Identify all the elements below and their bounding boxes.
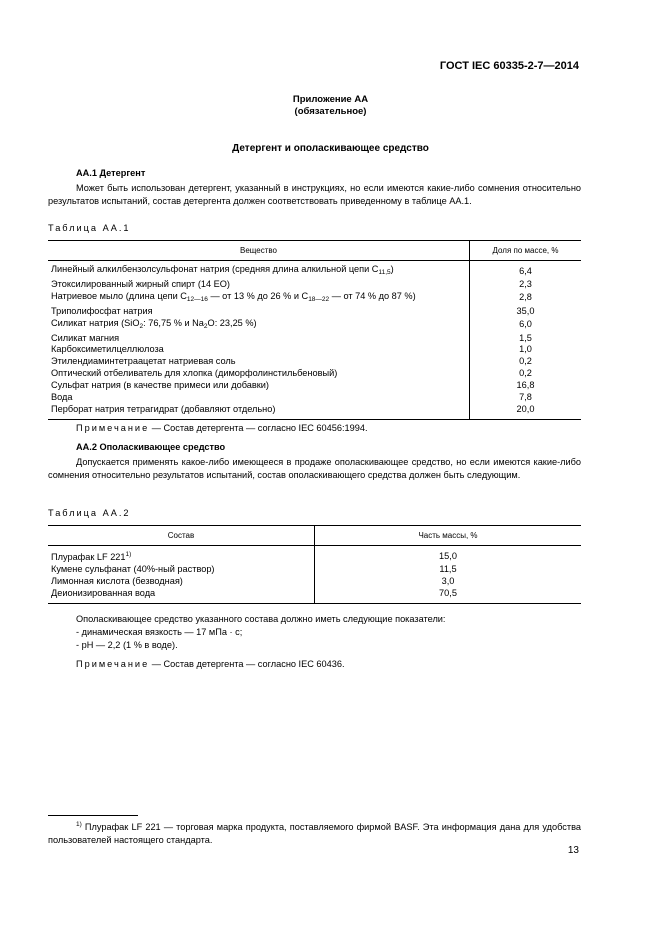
table-1-cell-value: 35,0 [470, 306, 582, 318]
subscript: 12—16 [186, 295, 208, 303]
table-row [48, 368, 581, 380]
table-row [48, 318, 581, 333]
footnote-text: Плурафак LF 221 — торговая марка продукта, поставляемого фирмой BASF. Эта информация дана для удобства пользователей настоящего стандарта. [48, 822, 581, 845]
table-1-cell-value: 1,5 [470, 333, 582, 345]
table-1-cell-name: Натриевое мыло (длина цепи C [51, 290, 187, 301]
table-1-cell-value: 6,0 [470, 318, 582, 333]
table-row [48, 279, 581, 291]
table-1-header-substance: Вещество [48, 241, 470, 261]
table-row [48, 546, 581, 564]
main-title: Детергент и ополаскивающее средство [232, 143, 429, 154]
table-1-cell-name-tail: — от 13 % до 26 % и C [207, 290, 309, 301]
table-2-header-mass-part: Часть массы, % [315, 526, 582, 546]
table-1-cell-name: Вода [51, 392, 73, 403]
table-1-cell-value: 2,3 [470, 279, 582, 291]
property-viscosity: - динамическая вязкость — 17 мПа · с; [76, 627, 243, 637]
table-1-cell-name-tail: ) [390, 264, 394, 274]
table-2-cell-name: Плурафак LF 221 [51, 552, 126, 562]
table-1-cell-name-tail: : 76,75 % и Na [143, 317, 204, 328]
table-1-cell-value: 0,2 [470, 368, 582, 380]
table-1-caption: Таблица АА.1 [48, 223, 131, 233]
page-number: 13 [567, 845, 579, 856]
table-row [48, 333, 581, 345]
table-1-cell-name-tail: — от 74 % до 87 %) [329, 290, 416, 301]
table-2-cell-value: 70,5 [315, 588, 582, 603]
table-2-header-composition: Состав [48, 526, 315, 546]
property-ph: - pH — 2,2 (1 % в воде). [76, 640, 178, 650]
table-2-cell-name: Деионизированная вода [51, 587, 156, 598]
table-1-cell-name: Линейный алкилбензолсульфонат натрия (средняя длина алкильной цепи C [51, 264, 379, 274]
table-2-cell-value: 15,0 [315, 546, 582, 564]
table-row [48, 356, 581, 368]
subscript: 2 [203, 322, 208, 330]
table-1-cell-value: 2,8 [470, 291, 582, 306]
table-1-cell-name-tail: O: 23,25 %) [207, 317, 257, 328]
standard-header: ГОСТ IEC 60335-2-7—2014 [439, 60, 579, 72]
footnote-mark: 1) [76, 821, 82, 828]
table-1-cell-value: 1,0 [470, 344, 582, 356]
table-1-cell-name: Триполифосфат натрия [51, 305, 153, 316]
footnote-separator [48, 815, 138, 816]
annex-status: (обязательное) [294, 106, 367, 117]
table-1-cell-value: 0,2 [470, 356, 582, 368]
section-1-heading: АА.1 Детергент [76, 168, 146, 178]
note-1-label: Примечание [76, 423, 150, 433]
table-row [48, 564, 581, 576]
table-row [48, 576, 581, 588]
note-2-label: Примечание [76, 659, 150, 669]
table-row [48, 588, 581, 603]
table-1-cell-name: Этилендиаминтетраацетат натриевая соль [51, 356, 236, 367]
table-2-cell-name: Лимонная кислота (безводная) [51, 575, 183, 586]
table-row [48, 261, 581, 279]
note-2-text: — Состав детергента — согласно IEC 60436. [149, 659, 345, 669]
subscript: 2 [139, 322, 144, 330]
table-row [48, 344, 581, 356]
subscript: 11,5 [378, 269, 391, 276]
note-1 [76, 422, 576, 435]
table-1-cell-value: 6,4 [470, 261, 582, 279]
footnote [48, 818, 581, 847]
table-row [48, 380, 581, 392]
table-1-cell-name: Этоксилированный жирный спирт (14 ЕО) [51, 278, 230, 289]
table-2-cell-value: 3,0 [315, 576, 582, 588]
table-1-cell-name: Оптический отбеливатель для хлопка (диморфолинстильбеновый) [51, 368, 338, 379]
table-1-cell-name: Перборат натрия тетрагидрат (добавляют отдельно) [51, 403, 276, 414]
table-1-cell-name: Силикат натрия (SiO [51, 317, 140, 328]
table-row [48, 306, 581, 318]
section-2-text: Допускается применять какое-либо имеющееся в продаже ополаскивающее средство, но если имеются какие-либо сомнения относительно результатов испытаний, состав ополаскивающего средства должен быть следующим. [48, 457, 581, 480]
properties-intro: Ополаскивающее средство указанного состава должно иметь следующие показатели: [76, 614, 446, 624]
table-2-caption: Таблица АА.2 [48, 508, 131, 518]
note-2 [76, 658, 576, 671]
table-2-cell-name: Кумене сульфанат (40%-ный раствор) [51, 563, 215, 574]
subscript: 18—22 [308, 295, 330, 303]
table-1-cell-value: 16,8 [470, 380, 582, 392]
table-row [48, 291, 581, 306]
table-1-header-mass-share: Доля по массе, % [470, 241, 582, 261]
note-1-text: — Состав детергента — согласно IEC 60456:1994. [149, 423, 368, 433]
table-row [48, 404, 581, 419]
table-1-cell-name: Силикат магния [51, 332, 120, 343]
footnote-ref: 1) [125, 551, 132, 558]
table-1-cell-value: 7,8 [470, 392, 582, 404]
table-1 [48, 240, 581, 420]
table-2-cell-value: 11,5 [315, 564, 582, 576]
table-1-cell-value: 20,0 [470, 404, 582, 419]
annex-title: Приложение АА [292, 94, 369, 105]
table-1-cell-name: Сульфат натрия (в качестве примеси или добавки) [51, 380, 269, 391]
section-1-text: Может быть использован детергент, указанный в инструкциях, но если имеются какие-либо сомнения относительно результатов испытаний, состав детергента должен соответствовать приведенному в таблице АА.1. [48, 183, 581, 206]
table-1-cell-name: Карбоксиметилцеллюлоза [51, 344, 164, 355]
section-2-heading: АА.2 Ополаскивающее средство [76, 442, 226, 452]
table-2 [48, 525, 581, 604]
table-row [48, 392, 581, 404]
